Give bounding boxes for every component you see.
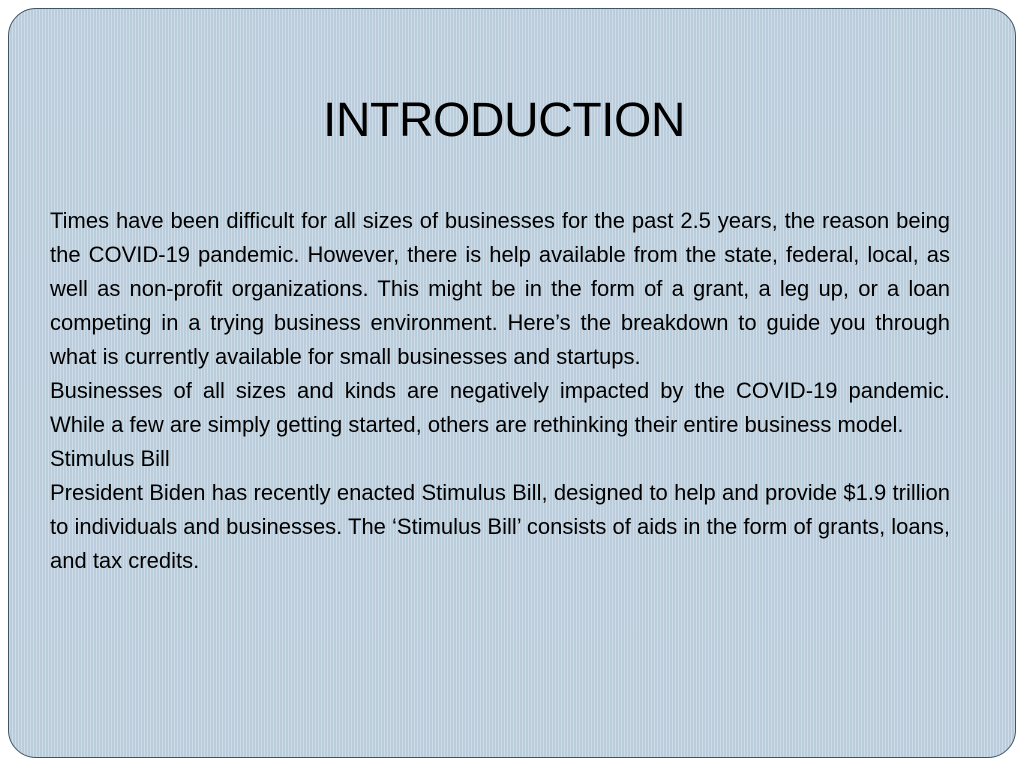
intro-paragraph: Times have been difficult for all sizes of businesses for the past 2.5 years, the reason being the COVID-19 pandemic. However, there is help available from the state, federal, local, as well as non-profit organizations. This might be in the form of a grant, a leg up, or a loan competing in a trying business environment. Here’s the breakdown to guide you through what is currently available for small businesses and startups.: [50, 208, 950, 369]
impact-paragraph: Businesses of all sizes and kinds are negatively impacted by the COVID-19 pandemic. While a few are simply getting started, others are rethinking their entire business model.: [50, 378, 950, 437]
stimulus-heading: Stimulus Bill: [50, 446, 170, 471]
slide-title: INTRODUCTION: [323, 94, 685, 147]
slide-body: [50, 204, 950, 578]
slide-frame: [8, 8, 1016, 758]
stimulus-paragraph: President Biden has recently enacted Stimulus Bill, designed to help and provide $1.9 trillion to individuals and businesses. The ‘Stimulus Bill’ consists of aids in the form of grants, loans, and tax credits.: [50, 480, 951, 573]
